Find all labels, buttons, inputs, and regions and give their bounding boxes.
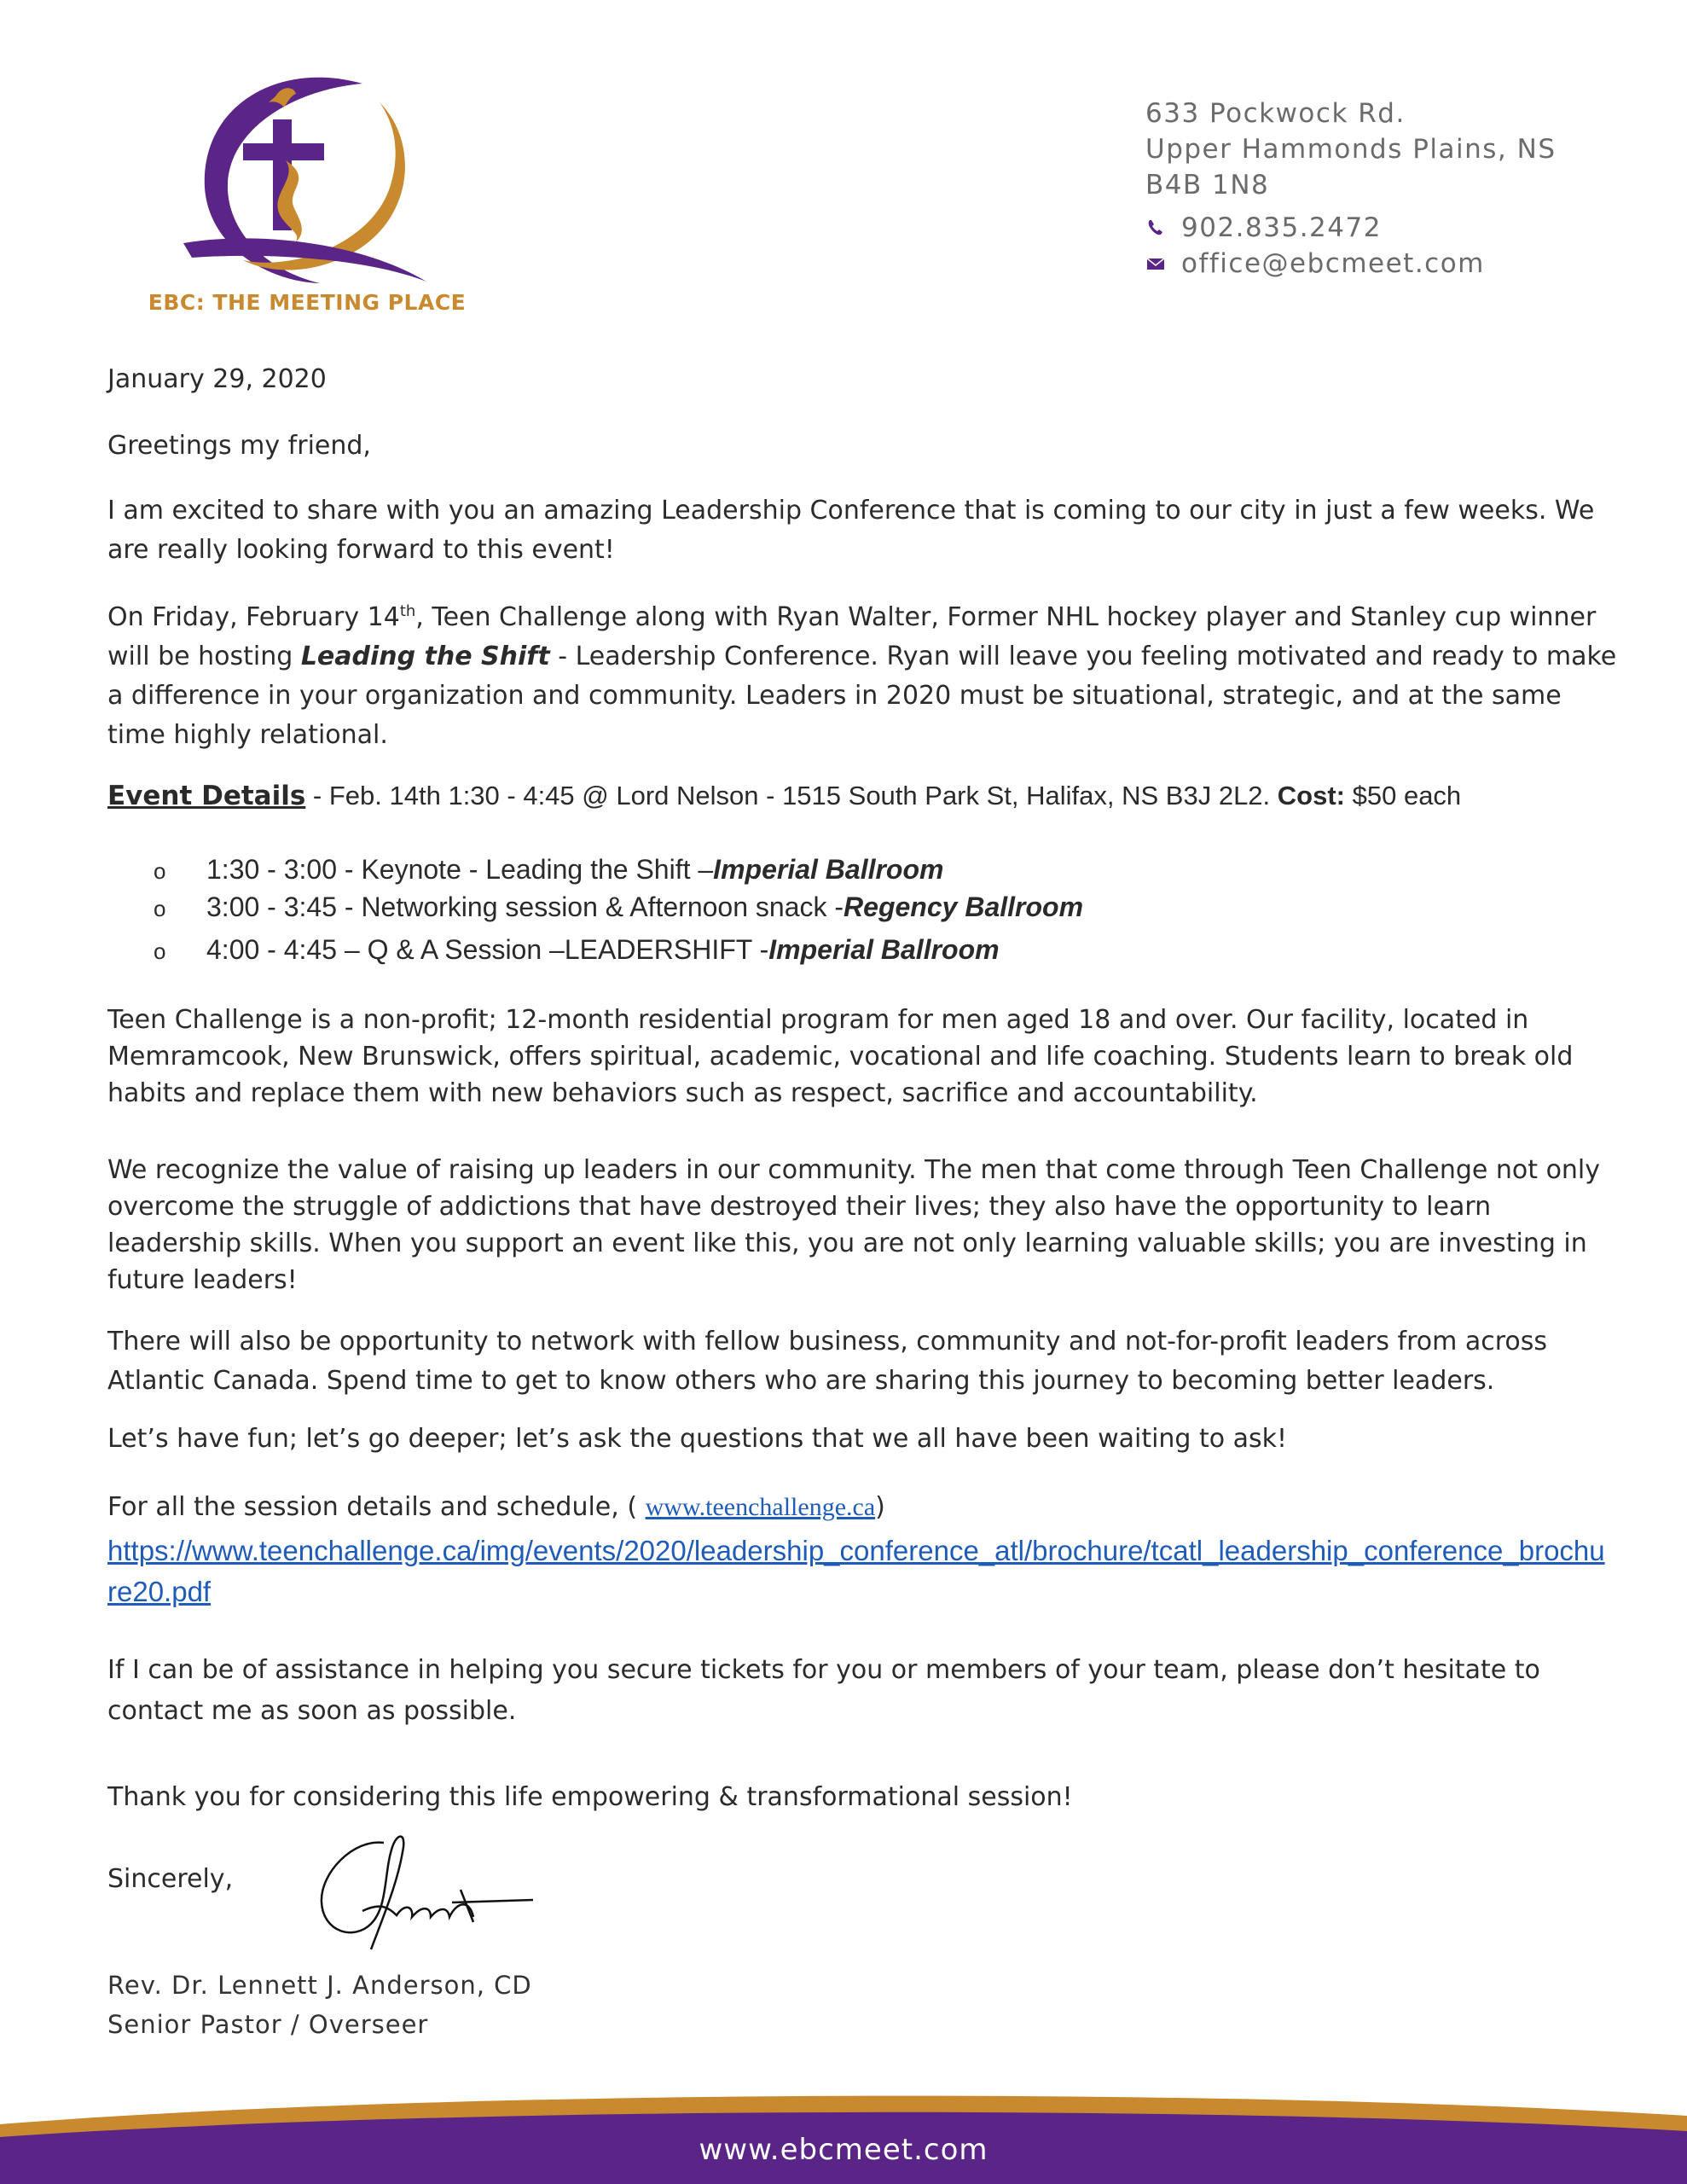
schedule-room: Regency Ballroom [844,892,1084,922]
details-suffix: ) [875,1492,885,1522]
paragraph-fun: Let’s have fun; let’s go deeper; let’s ask the questions that we all have been waiting to ask! [107,1424,1288,1454]
closing: Sincerely, [107,1864,234,1894]
address-block [1145,96,1657,282]
paragraph-networking: There will also be opportunity to network with fellow business, community and not-for-profit leaders from across Atlantic Canada. Spend time to get to know others who are sharing this journey to becoming better leaders. [107,1327,1548,1396]
footer-website[interactable]: www.ebcmeet.com [699,2133,988,2167]
paragraph-about-teen-challenge: Teen Challenge is a non-profit; 12-month residential program for men aged 18 and over. Our facility, located in Memramcook, New Brunswick, offers spiritual, academic, vocational and life coaching. Students learn to break old habits and replace them with new behaviors such as respect, sacrifice and accountability. [107,1005,1574,1108]
bullet-marker: o [154,938,166,964]
ebc-logo [166,68,448,294]
handwritten-signature [303,1821,542,1958]
schedule-room: Imperial Ballroom [768,934,1000,965]
cost-label: Cost: [1277,781,1345,810]
brochure-link[interactable]: https://www.teenchallenge.ca/img/events/2020/leadership_conference_atl/brochure/tcatl_leadership_conference_brochure20.pdf [107,1535,1605,1607]
para-2-part-c: - Leadership Conference. Ryan will leave you feeling motivated and ready to make a difference in your organization and community. Leaders in 2020 must be situational, strategic, and at the same time highly relational. [107,642,1617,750]
schedule-item [154,932,1518,969]
email-row [1145,246,1657,282]
schedule-room: Imperial Ballroom [713,854,944,885]
para-2-part-a: On Friday, February 14 [107,602,400,632]
bullet-marker: o [154,858,166,884]
org-name: EBC: THE MEETING PLACE [148,290,467,315]
para-2-part-b: , Teen Challenge along with Ryan Walter, Former NHL hockey player and Stanley cup winner will be hosting [107,602,1597,671]
envelope-icon [1145,253,1166,274]
teenchallenge-link[interactable]: www.teenchallenge.ca [645,1493,876,1521]
phone-number: 902.835.2472 [1181,212,1382,243]
schedule-text: 3:00 - 3:45 - Networking session & Afternoon snack - [206,892,844,922]
schedule-text: 1:30 - 3:00 - Keynote - Leading the Shift – [206,854,714,885]
schedule-item [154,889,1518,926]
cost-value: $50 each [1345,781,1462,810]
phone-row [1145,210,1657,246]
para-2-superscript: th [399,602,416,620]
phone-icon [1145,218,1166,238]
event-details-label: Event Details [107,781,306,811]
schedule-list [154,851,1518,969]
paragraph-intro: I am excited to share with you an amazing Leadership Conference that is coming to our city in just a few weeks. We are really looking forward to this event! [107,496,1595,565]
schedule-item [154,851,1518,889]
letter-date: January 29, 2020 [107,364,327,394]
details-prefix: For all the session details and schedule, ( [107,1492,646,1522]
event-name-emphasis: Leading the Shift [300,642,550,671]
event-details-text: - Feb. 14th 1:30 - 4:45 @ Lord Nelson - 1515 South Park St, Halifax, NS B3J 2L2. [312,781,1278,810]
event-details-line [107,776,1643,816]
address-line-3: B4B 1N8 [1145,170,1270,200]
signatory-title: Senior Pastor / Overseer [107,2010,429,2039]
signatory-name: Rev. Dr. Lennett J. Anderson, CD [107,1971,532,2000]
email-address[interactable]: office@ebcmeet.com [1181,248,1485,279]
bullet-marker: o [154,896,166,921]
address-line-1: 633 Pockwock Rd. [1145,98,1406,129]
paragraph-tickets: If I can be of assistance in helping you secure tickets for you or members of your team, please don’t hesitate to contact me as soon as possible. [107,1655,1540,1726]
paragraph-details [107,1488,1617,1527]
paragraph-leaders: We recognize the value of raising up leaders in our community. The men that come through Teen Challenge not only overcome the struggle of addictions that have destroyed their lives; they also have the opportunity to learn leadership skills. When you support an event like this, you are not only learning valuable skills; you are investing in future leaders! [107,1155,1601,1295]
paragraph-thanks: Thank you for considering this life empowering & transformational session! [107,1782,1073,1812]
address-line-2: Upper Hammonds Plains, NS [1145,134,1557,165]
schedule-text: 4:00 - 4:45 – Q & A Session –LEADERSHIFT - [206,934,769,965]
paragraph-event-intro [107,592,1617,755]
greeting: Greetings my friend, [107,431,371,461]
